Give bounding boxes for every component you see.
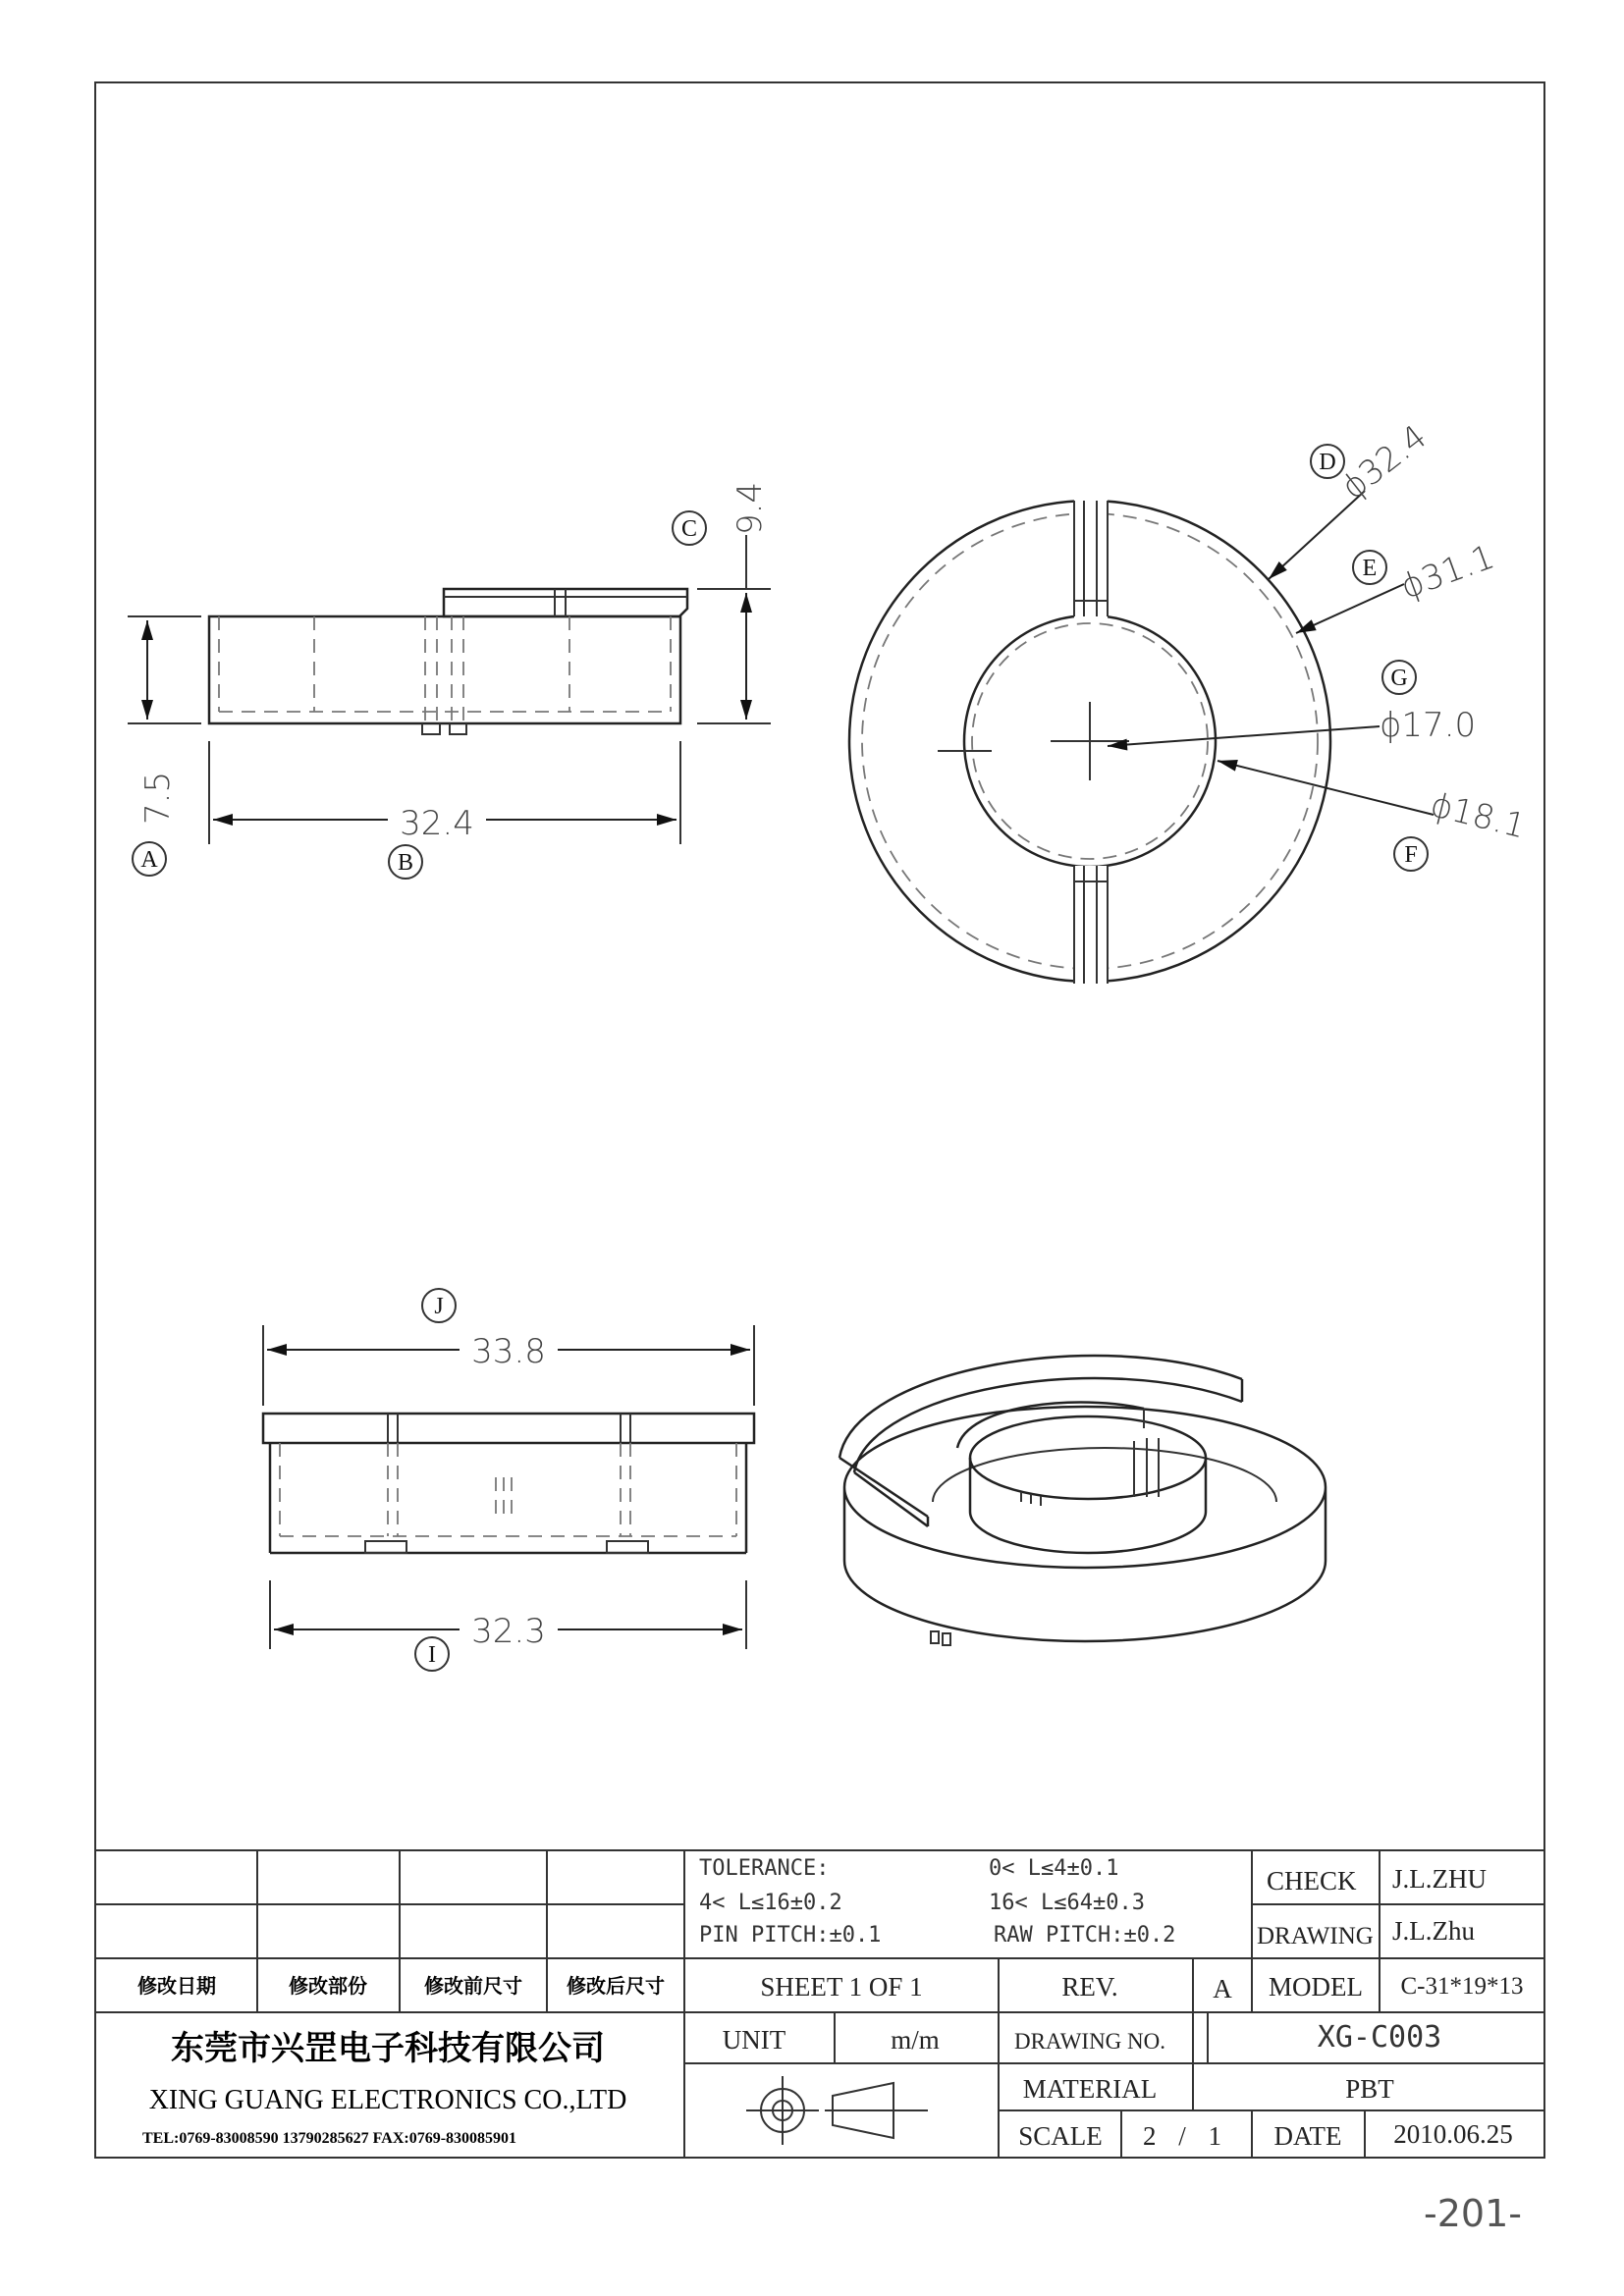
model-label: MODEL — [1269, 1972, 1363, 2002]
company-name-en: XING GUANG ELECTRONICS CO.,LTD — [148, 2085, 627, 2115]
dim-outer-diameter: ϕ32.4 — [1333, 417, 1435, 508]
unit-label: UNIT — [722, 2025, 786, 2055]
company-tel: TEL:0769-83008590 13790285627 FAX:0769-830085901 — [142, 2130, 517, 2147]
callout-e: E — [1362, 556, 1378, 581]
date-label: DATE — [1273, 2121, 1342, 2151]
front-view — [263, 1289, 754, 1671]
title-block — [95, 1850, 1544, 2158]
dim-inner-diameter: ϕ17.0 — [1380, 706, 1477, 745]
drawing-value: J.L.Zhu — [1392, 1916, 1475, 1946]
callout-c: C — [680, 516, 698, 542]
model-value: C-31*19*13 — [1400, 1973, 1524, 2000]
rev-value: A — [1213, 1974, 1232, 2003]
rev-header-date: 修改日期 — [137, 1974, 216, 1998]
date-value: 2010.06.25 — [1393, 2119, 1513, 2149]
material-label: MATERIAL — [1022, 2074, 1158, 2104]
drawing-frame — [95, 82, 1544, 2158]
projection-symbol — [746, 2076, 928, 2145]
rev-header-before: 修改前尺寸 — [424, 1974, 522, 1998]
sheet-info: SHEET 1 OF 1 — [760, 1972, 923, 2002]
callout-b: B — [397, 850, 414, 876]
callout-f: F — [1404, 842, 1418, 868]
drawing-no-value: XG-C003 — [1317, 2020, 1442, 2055]
scale-value: 2 / 1 — [1142, 2121, 1230, 2151]
page-number: -201- — [1424, 2192, 1522, 2235]
rev-label: REV. — [1061, 1972, 1118, 2002]
isometric-view — [839, 1356, 1326, 1645]
check-value: J.L.ZHU — [1392, 1864, 1487, 1894]
dim-top-width: 33.8 — [471, 1332, 546, 1371]
tolerance-row2b: 16< L≤64±0.3 — [989, 1891, 1145, 1915]
dim-bottom-width: 32.3 — [471, 1612, 546, 1651]
top-view — [849, 417, 1530, 986]
company-name-cn: 东莞市兴罡电子科技有限公司 — [171, 2029, 605, 2068]
drawing-no-label: DRAWING NO. — [1013, 2029, 1166, 2054]
dim-height-body: 7.5 — [138, 771, 178, 825]
rev-header-after: 修改后尺寸 — [567, 1974, 665, 1998]
side-view — [128, 482, 771, 879]
scale-label: SCALE — [1018, 2121, 1103, 2151]
callout-g: G — [1390, 666, 1408, 691]
callout-d: D — [1319, 450, 1336, 475]
raw-pitch: RAW PITCH:±0.2 — [994, 1923, 1176, 1948]
drawing-label: DRAWING — [1257, 1923, 1374, 1949]
pin-pitch: PIN PITCH:±0.1 — [699, 1923, 882, 1948]
dim-inner-outer-diameter: ϕ18.1 — [1426, 784, 1530, 847]
material-value: PBT — [1345, 2074, 1394, 2104]
check-label: CHECK — [1267, 1866, 1357, 1896]
callout-i: I — [428, 1642, 436, 1668]
callout-a: A — [140, 847, 158, 873]
callout-j: J — [434, 1294, 444, 1319]
tolerance-label: TOLERANCE: — [699, 1856, 830, 1881]
tolerance-row2a: 4< L≤16±0.2 — [699, 1891, 842, 1915]
rev-header-part: 修改部份 — [289, 1974, 367, 1998]
tolerance-row1: 0< L≤4±0.1 — [989, 1856, 1119, 1881]
unit-value: m/m — [891, 2025, 940, 2055]
dim-outer-inner-diameter: ϕ31.1 — [1395, 537, 1500, 608]
dim-height-total: 9.4 — [731, 481, 770, 535]
dim-width: 32.4 — [400, 804, 474, 843]
